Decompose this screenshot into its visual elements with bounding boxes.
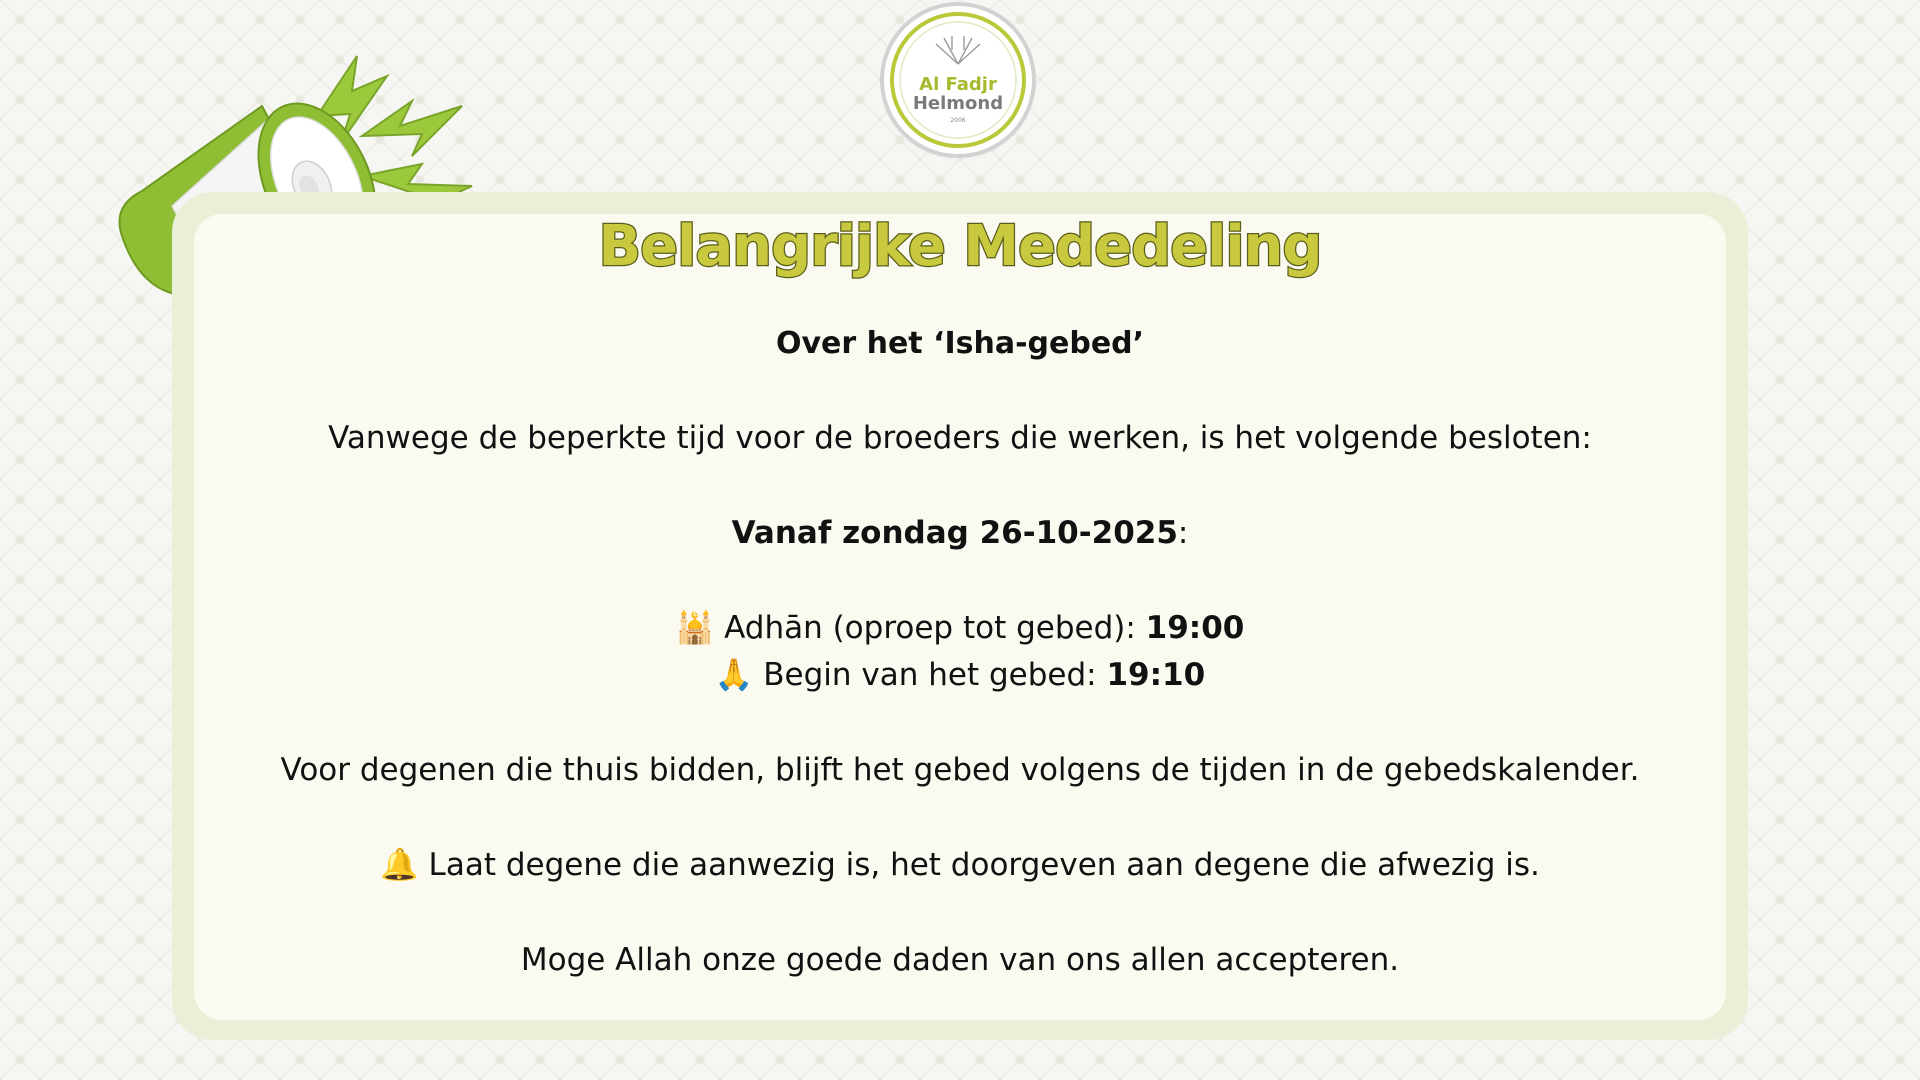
from-date-line (194, 510, 1726, 557)
mosque-icon: 🕌 (675, 610, 715, 646)
closing-text: Moge Allah onze goede daden van ons allen accepteren. (520, 942, 1400, 978)
begin-line (194, 652, 1726, 699)
from-date-label: Vanaf zondag 26-10-2025 (731, 515, 1178, 551)
announcement-title: Belangrijke Mededeling (598, 214, 1322, 279)
logo-emblem (884, 6, 1032, 154)
logo-year: 2006 (950, 117, 966, 124)
reminder-text: Laat degene die aanwezig is, het doorgeven aan degene die afwezig is. (418, 847, 1540, 883)
announcement-subtitle: Over het ‘Isha-gebed’ (775, 326, 1145, 361)
intro-text: Vanwege de beperkte tijd voor de broeders die werken, is het volgende besloten: (328, 420, 1592, 456)
begin-label: Begin van het gebed: (753, 657, 1107, 693)
adhan-line (194, 605, 1726, 652)
adhan-label: Adhān (oproep tot gebed): (714, 610, 1146, 646)
home-note: Voor degenen die thuis bidden, blijft het gebed volgens de tijden in de gebedskalender. (280, 752, 1640, 788)
folded-hands-icon: 🙏 (714, 657, 754, 693)
bell-icon: 🔔 (380, 847, 419, 883)
reminder-line (194, 842, 1726, 889)
begin-time: 19:10 (1106, 657, 1206, 693)
al-fadjr-logo (884, 6, 1032, 154)
logo-line2: Helmond (912, 93, 1004, 114)
from-date-colon: : (1177, 515, 1189, 551)
adhan-time: 19:00 (1145, 610, 1245, 646)
logo-line1: Al Fadjr (919, 74, 997, 95)
announcement-body (194, 320, 1726, 984)
